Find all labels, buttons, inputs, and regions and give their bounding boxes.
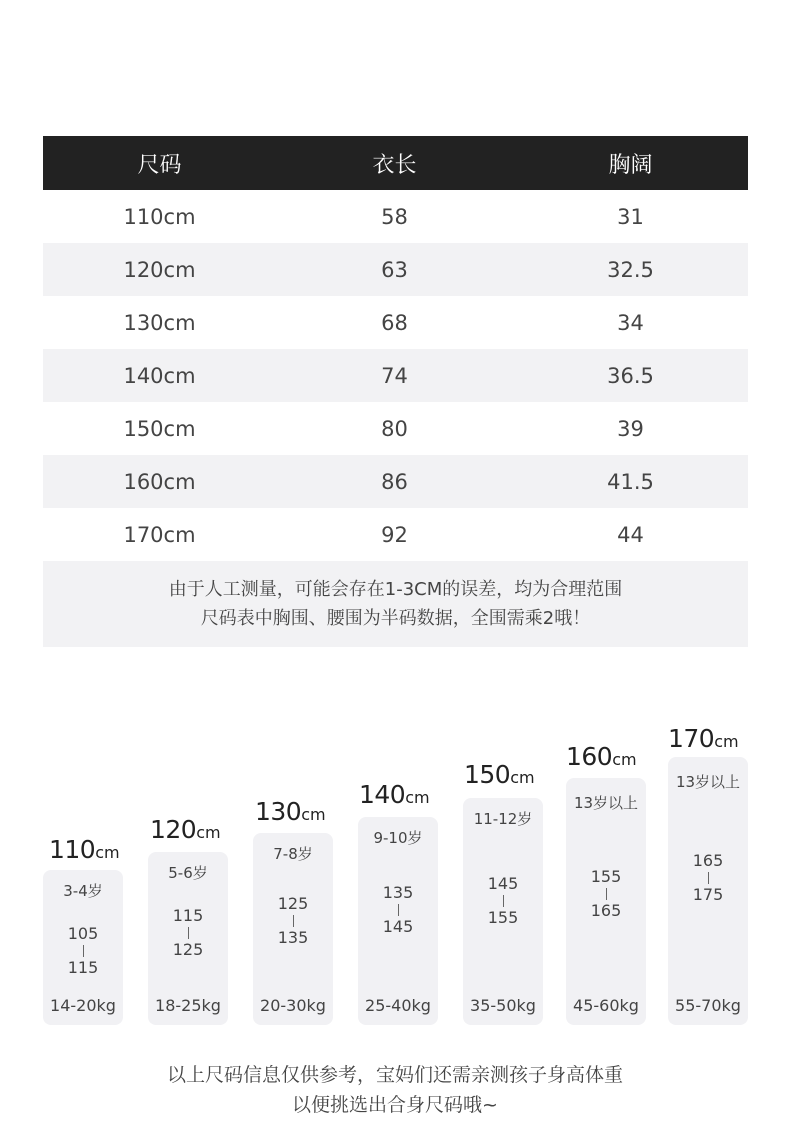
card-size-unit: cm [405, 788, 430, 807]
card-age: 11-12岁 [473, 810, 533, 828]
range-low: 115 [172, 906, 204, 925]
cell-chest: 32.5 [607, 257, 654, 282]
card-age: 3-4岁 [63, 882, 103, 900]
cell-chest: 39 [617, 416, 644, 441]
card-height-range [668, 852, 748, 904]
cell-size: 140cm [123, 363, 196, 388]
range-divider [503, 895, 504, 907]
height-card-140 [358, 780, 438, 1025]
height-card-160 [566, 742, 646, 1025]
table-row [43, 455, 748, 508]
card-size-number: 130 [255, 797, 302, 826]
height-card-170 [668, 724, 748, 1025]
range-high: 145 [382, 917, 414, 936]
cell-chest: 36.5 [607, 363, 654, 388]
table-row [43, 190, 748, 243]
card-weight: 35-50kg [470, 996, 536, 1015]
cell-length: 74 [381, 363, 408, 388]
cell-length: 80 [381, 416, 408, 441]
range-high: 155 [487, 908, 519, 927]
height-card-130 [253, 797, 333, 1025]
table-row [43, 349, 748, 402]
card-size-title [49, 835, 129, 864]
card-size-title [150, 815, 230, 844]
card-weight: 20-30kg [260, 996, 326, 1015]
card-body [668, 757, 748, 1025]
range-high: 165 [590, 901, 622, 920]
table-row [43, 243, 748, 296]
table-row [43, 508, 748, 561]
cell-length: 92 [381, 522, 408, 547]
card-size-number: 110 [49, 835, 96, 864]
header-chest: 胸阔 [608, 152, 653, 178]
card-height-range [358, 884, 438, 936]
card-age: 7-8岁 [273, 845, 313, 863]
card-age: 13岁以上 [573, 794, 639, 812]
card-size-unit: cm [196, 823, 221, 842]
header-length: 衣长 [372, 152, 417, 178]
card-size-unit: cm [714, 732, 739, 751]
card-weight: 45-60kg [573, 996, 639, 1015]
card-weight: 18-25kg [155, 996, 221, 1015]
footer-line-2: 以便挑选出合身尺码哦~ [292, 1094, 498, 1116]
range-divider [188, 927, 189, 939]
range-divider [606, 888, 607, 900]
cell-chest: 34 [617, 310, 644, 335]
card-size-unit: cm [95, 843, 120, 862]
card-age: 9-10岁 [373, 829, 423, 847]
table-row [43, 296, 748, 349]
card-size-number: 160 [566, 742, 613, 771]
card-size-title [255, 797, 335, 826]
range-divider [293, 915, 294, 927]
card-body [566, 778, 646, 1025]
card-weight: 55-70kg [675, 996, 741, 1015]
card-size-title [464, 760, 544, 789]
cell-chest: 44 [617, 522, 644, 547]
card-height-range [43, 925, 123, 977]
height-card-150 [463, 760, 543, 1025]
card-size-title [668, 724, 748, 753]
footer-line-1: 以上尺码信息仅供参考，宝妈们还需亲测孩子身高体重 [166, 1064, 623, 1086]
card-body [253, 833, 333, 1025]
range-divider [83, 945, 84, 957]
card-body [463, 798, 543, 1025]
cell-size: 150cm [123, 416, 196, 441]
card-age: 13岁以上 [675, 773, 741, 791]
size-table [43, 136, 748, 647]
cell-size: 120cm [123, 257, 196, 282]
cell-size: 160cm [123, 469, 196, 494]
cell-size: 110cm [123, 204, 196, 229]
card-size-unit: cm [612, 750, 637, 769]
card-size-number: 120 [150, 815, 197, 844]
range-low: 125 [277, 894, 309, 913]
table-header [43, 136, 748, 190]
cell-length: 58 [381, 204, 408, 229]
table-row [43, 402, 748, 455]
card-size-title [566, 742, 646, 771]
range-high: 115 [67, 958, 99, 977]
range-low: 105 [67, 924, 99, 943]
range-high: 125 [172, 940, 204, 959]
card-height-range [148, 907, 228, 959]
note-line-2: 尺码表中胸围、腰围为半码数据，全围需乘2哦！ [200, 608, 591, 629]
cell-length: 63 [381, 257, 408, 282]
cell-length: 86 [381, 469, 408, 494]
note-line-1: 由于人工测量，可能会存在1-3CM的误差，均为合理范围 [168, 579, 623, 600]
card-size-unit: cm [301, 805, 326, 824]
cell-chest: 41.5 [607, 469, 654, 494]
range-high: 135 [277, 928, 309, 947]
card-age: 5-6岁 [168, 864, 208, 882]
height-card-120 [148, 815, 228, 1025]
range-low: 145 [487, 874, 519, 893]
range-divider [398, 904, 399, 916]
card-height-range [566, 868, 646, 920]
card-body [43, 870, 123, 1025]
card-body [148, 852, 228, 1025]
range-low: 155 [590, 867, 622, 886]
height-card-110 [43, 835, 123, 1025]
measurement-note [43, 561, 748, 647]
cell-size: 130cm [123, 310, 196, 335]
card-size-unit: cm [510, 768, 535, 787]
range-high: 175 [692, 885, 724, 904]
card-size-number: 150 [464, 760, 511, 789]
card-height-range [253, 895, 333, 947]
footer-note [0, 1060, 790, 1120]
card-weight: 25-40kg [365, 996, 431, 1015]
card-size-number: 170 [668, 724, 715, 753]
card-height-range [463, 875, 543, 927]
card-size-title [359, 780, 439, 809]
card-size-number: 140 [359, 780, 406, 809]
range-low: 135 [382, 883, 414, 902]
range-low: 165 [692, 851, 724, 870]
cell-size: 170cm [123, 522, 196, 547]
cell-length: 68 [381, 310, 408, 335]
range-divider [708, 872, 709, 884]
header-size: 尺码 [137, 152, 182, 178]
card-weight: 14-20kg [50, 996, 116, 1015]
cell-chest: 31 [617, 204, 644, 229]
card-body [358, 817, 438, 1025]
